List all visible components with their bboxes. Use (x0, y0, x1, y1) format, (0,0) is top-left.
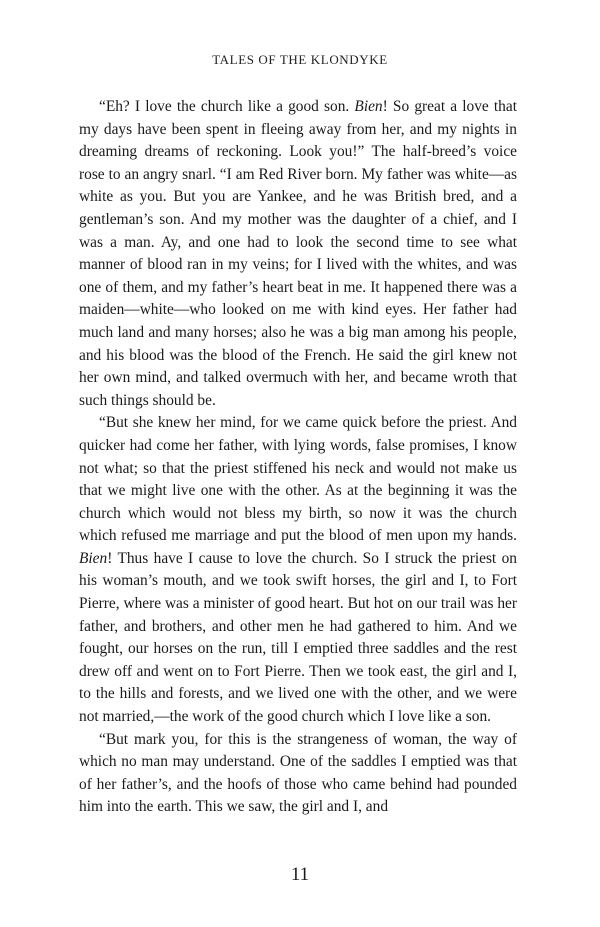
text-run: ! Thus have I cause to love the church. So I struck the priest on his woman’s mouth, and we took swift horses, the girl and I, to Fort Pierre, where was a minister of good heart. But hot on our trail was her father, and brothers, and other men he had gathered to him. And we fought, our horses on the run, till I emptied three saddles and the rest drew off and went on to Fort Pierre. Then we took east, the girl and I, to the hills and forests, and we lived one with the other, and we were not married,—the work of the good church which I love like a son. (79, 549, 517, 726)
paragraph (79, 729, 517, 819)
paragraph (79, 96, 517, 412)
body-text (79, 96, 517, 819)
italic-text: Bien (79, 549, 108, 567)
italic-text: Bien (354, 98, 383, 115)
text-run: “But mark you, for this is the strangeness of woman, the way of which no man may understand. One of the saddles I emptied was that of her father’s, and the hoofs of those who came behind had pounded him into the earth. This we saw, the girl and I, and (79, 730, 517, 816)
text-run: ! So great a love that my days have been spent in fleeing away from her, and my nights in dreaming dreams of reckoning. Look you!” The half-breed’s voice rose to an angry snarl. “I am Red River born. My father was white—as white as you. But you are Yankee, and he was British bred, and a gentleman’s son. And my mother was the daughter of a chief, and I was a man. Ay, and one had to look the second time to see what manner of blood ran in my veins; for I lived with the whites, and was one of them, and my father’s heart beat in me. It happened there was a maiden—white—who looked on me with kind eyes. Her father had much land and many horses; also he was a big man among his people, and his blood was the blood of the French. He said the girl knew not her own mind, and talked overmuch with her, and became wroth that such things should be. (79, 98, 517, 409)
text-run: “Eh? I love the church like a good son. (99, 98, 355, 115)
page-number: 11 (290, 864, 310, 885)
text-run: “But she knew her mind, for we came quick before the priest. And quicker had come her father, with lying words, false promises, I know not what; so that the priest stiffened his neck and would not make us that we might live one with the other. As at the beginning it was the church which would not bless my birth, so now it was the church which refused me marriage and put the blood of men upon my hands. (79, 414, 517, 545)
paragraph (79, 412, 517, 728)
running-header: TALES OF THE KLONDYKE (212, 52, 388, 67)
